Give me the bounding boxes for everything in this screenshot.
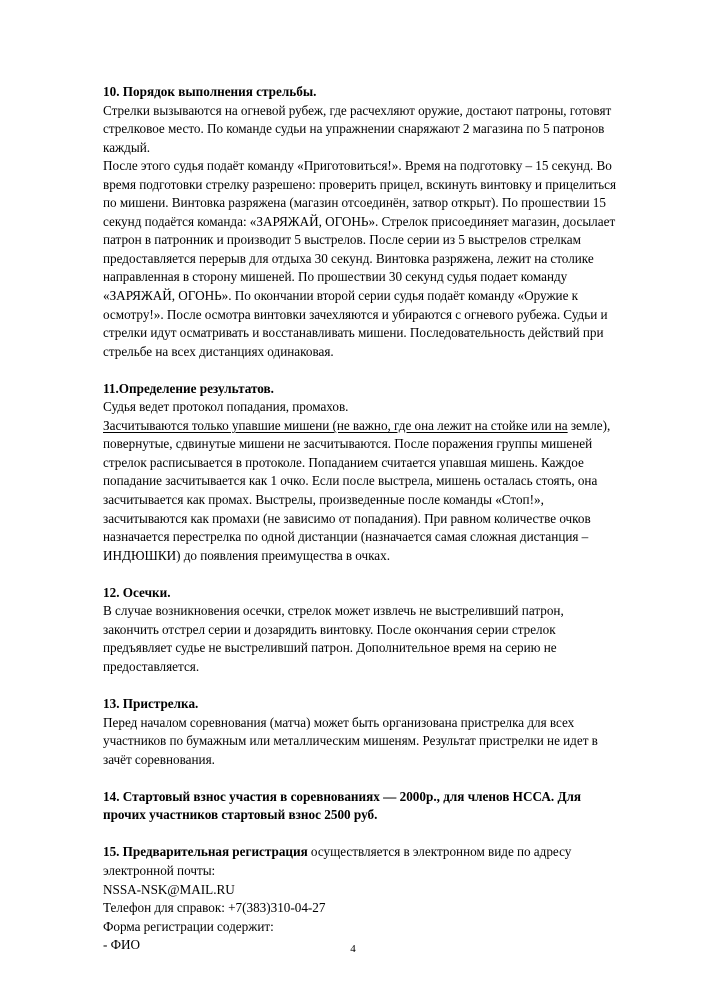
page-number: 4	[350, 943, 356, 955]
section-13-heading: 13. Пристрелка.	[103, 696, 199, 712]
section-11-underlined-text: Засчитываются только упавшие мишени (не важно, где она лежит на стойке или на	[103, 417, 568, 433]
section-13-paragraph-1: Перед началом соревнования (матча) может быть организована пристрелка для всех участников по бумажным или металлическим мишеням. Результат пристрелки не идет в зачёт соревнования.	[103, 714, 598, 767]
section-12-paragraph-1: В случае возникновения осечки, стрелок может извлечь не выстреливший патрон, закончить отстрел серии и дозарядить винтовку. После окончания серии стрелок предъявляет судье не выстреливший патрон. Дополнительное время на серию не предоставляется.	[103, 603, 564, 674]
section-14-heading: 14. Стартовый взнос участия в соревнованиях — 2000р., для членов НССА. Для прочих участников стартовый взнос 2500 руб.	[103, 788, 582, 823]
spacer	[103, 825, 617, 844]
spacer	[103, 361, 617, 380]
section-15-heading	[103, 843, 617, 880]
section-15-phone: Телефон для справок: +7(383)310-04-27	[103, 900, 326, 916]
section-15-form-item-fio: - ФИО	[103, 937, 141, 953]
section-11-body	[103, 417, 617, 565]
section-11-heading: 11.Определение результатов.	[103, 380, 274, 396]
spacer	[103, 769, 617, 788]
section-12-heading: 12. Осечки.	[103, 584, 171, 600]
section-15-bold-prefix: 15. Предварительная регистрация	[103, 844, 308, 860]
section-11-continuation: земле), повернутые, сдвинутые мишени не засчитываются. После поражения группы мишеней стрелок расписывается в протоколе. Попаданием считается упавшая мишень. Каждое попадание засчитывается как 1 очко. Если после выстрела, мишень осталась стоять, она засчитывается как промах. Выстрелы, произведенные после команды «Стоп!», засчитываются как промахи (не зависимо от попадания). При равном количестве очков назначается перестрелка по одной дистанции (назначается самая сложная дистанция – ИНДЮШКИ) до появления преимущества в очках.	[103, 417, 611, 563]
section-11-paragraph-1: Судья ведет протокол попадания, промахов.	[103, 399, 349, 415]
section-15-form-label: Форма регистрации содержит:	[103, 918, 274, 934]
spacer	[103, 565, 617, 584]
spacer	[103, 677, 617, 696]
section-15-heading-rest: осуществляется в электронном виде по адресу электронной почты:	[103, 844, 572, 878]
section-10-paragraph-2: После этого судья подаёт команду «Приготовиться!». Время на подготовку – 15 секунд. Во время подготовки стрелку разрешено: проверить прицел, вскинуть винтовку и прицелиться по мишени. Винтовка разряжена (магазин отсоединён, затвор открыт). По прошествии 15 секунд подаётся команда: «ЗАРЯЖАЙ, ОГОНЬ». Стрелок присоединяет магазин, досылает патрон в патронник и производит 5 выстрелов. После серии из 5 выстрелов стрелкам предоставляется перерыв для отдыха 30 секунд. Винтовка разряжена, лежит на столике направленная в сторону мишеней. По прошествии 30 секунд судья подает команду «ЗАРЯЖАЙ, ОГОНЬ». По окончании второй серии судья подаёт команду «Оружие к осмотру!». После осмотра винтовки зачехляются и убираются с огневого рубежа. Судьи и стрелки идут осматривать и восстанавливать мишени. Последовательность действий при стрельбе на всех дистанциях одинаковая.	[103, 158, 617, 359]
section-10-paragraph-1: Стрелки вызываются на огневой рубеж, где расчехляют оружие, достают патроны, готовят стрелковое место. По команде судьи на упражнении снаряжают 2 магазина по 5 патронов каждый.	[103, 102, 612, 155]
section-15-email: NSSA-NSK@MAIL.RU	[103, 881, 235, 897]
document-content	[103, 83, 617, 955]
section-10-heading: 10. Порядок выполнения стрельбы.	[103, 84, 317, 99]
